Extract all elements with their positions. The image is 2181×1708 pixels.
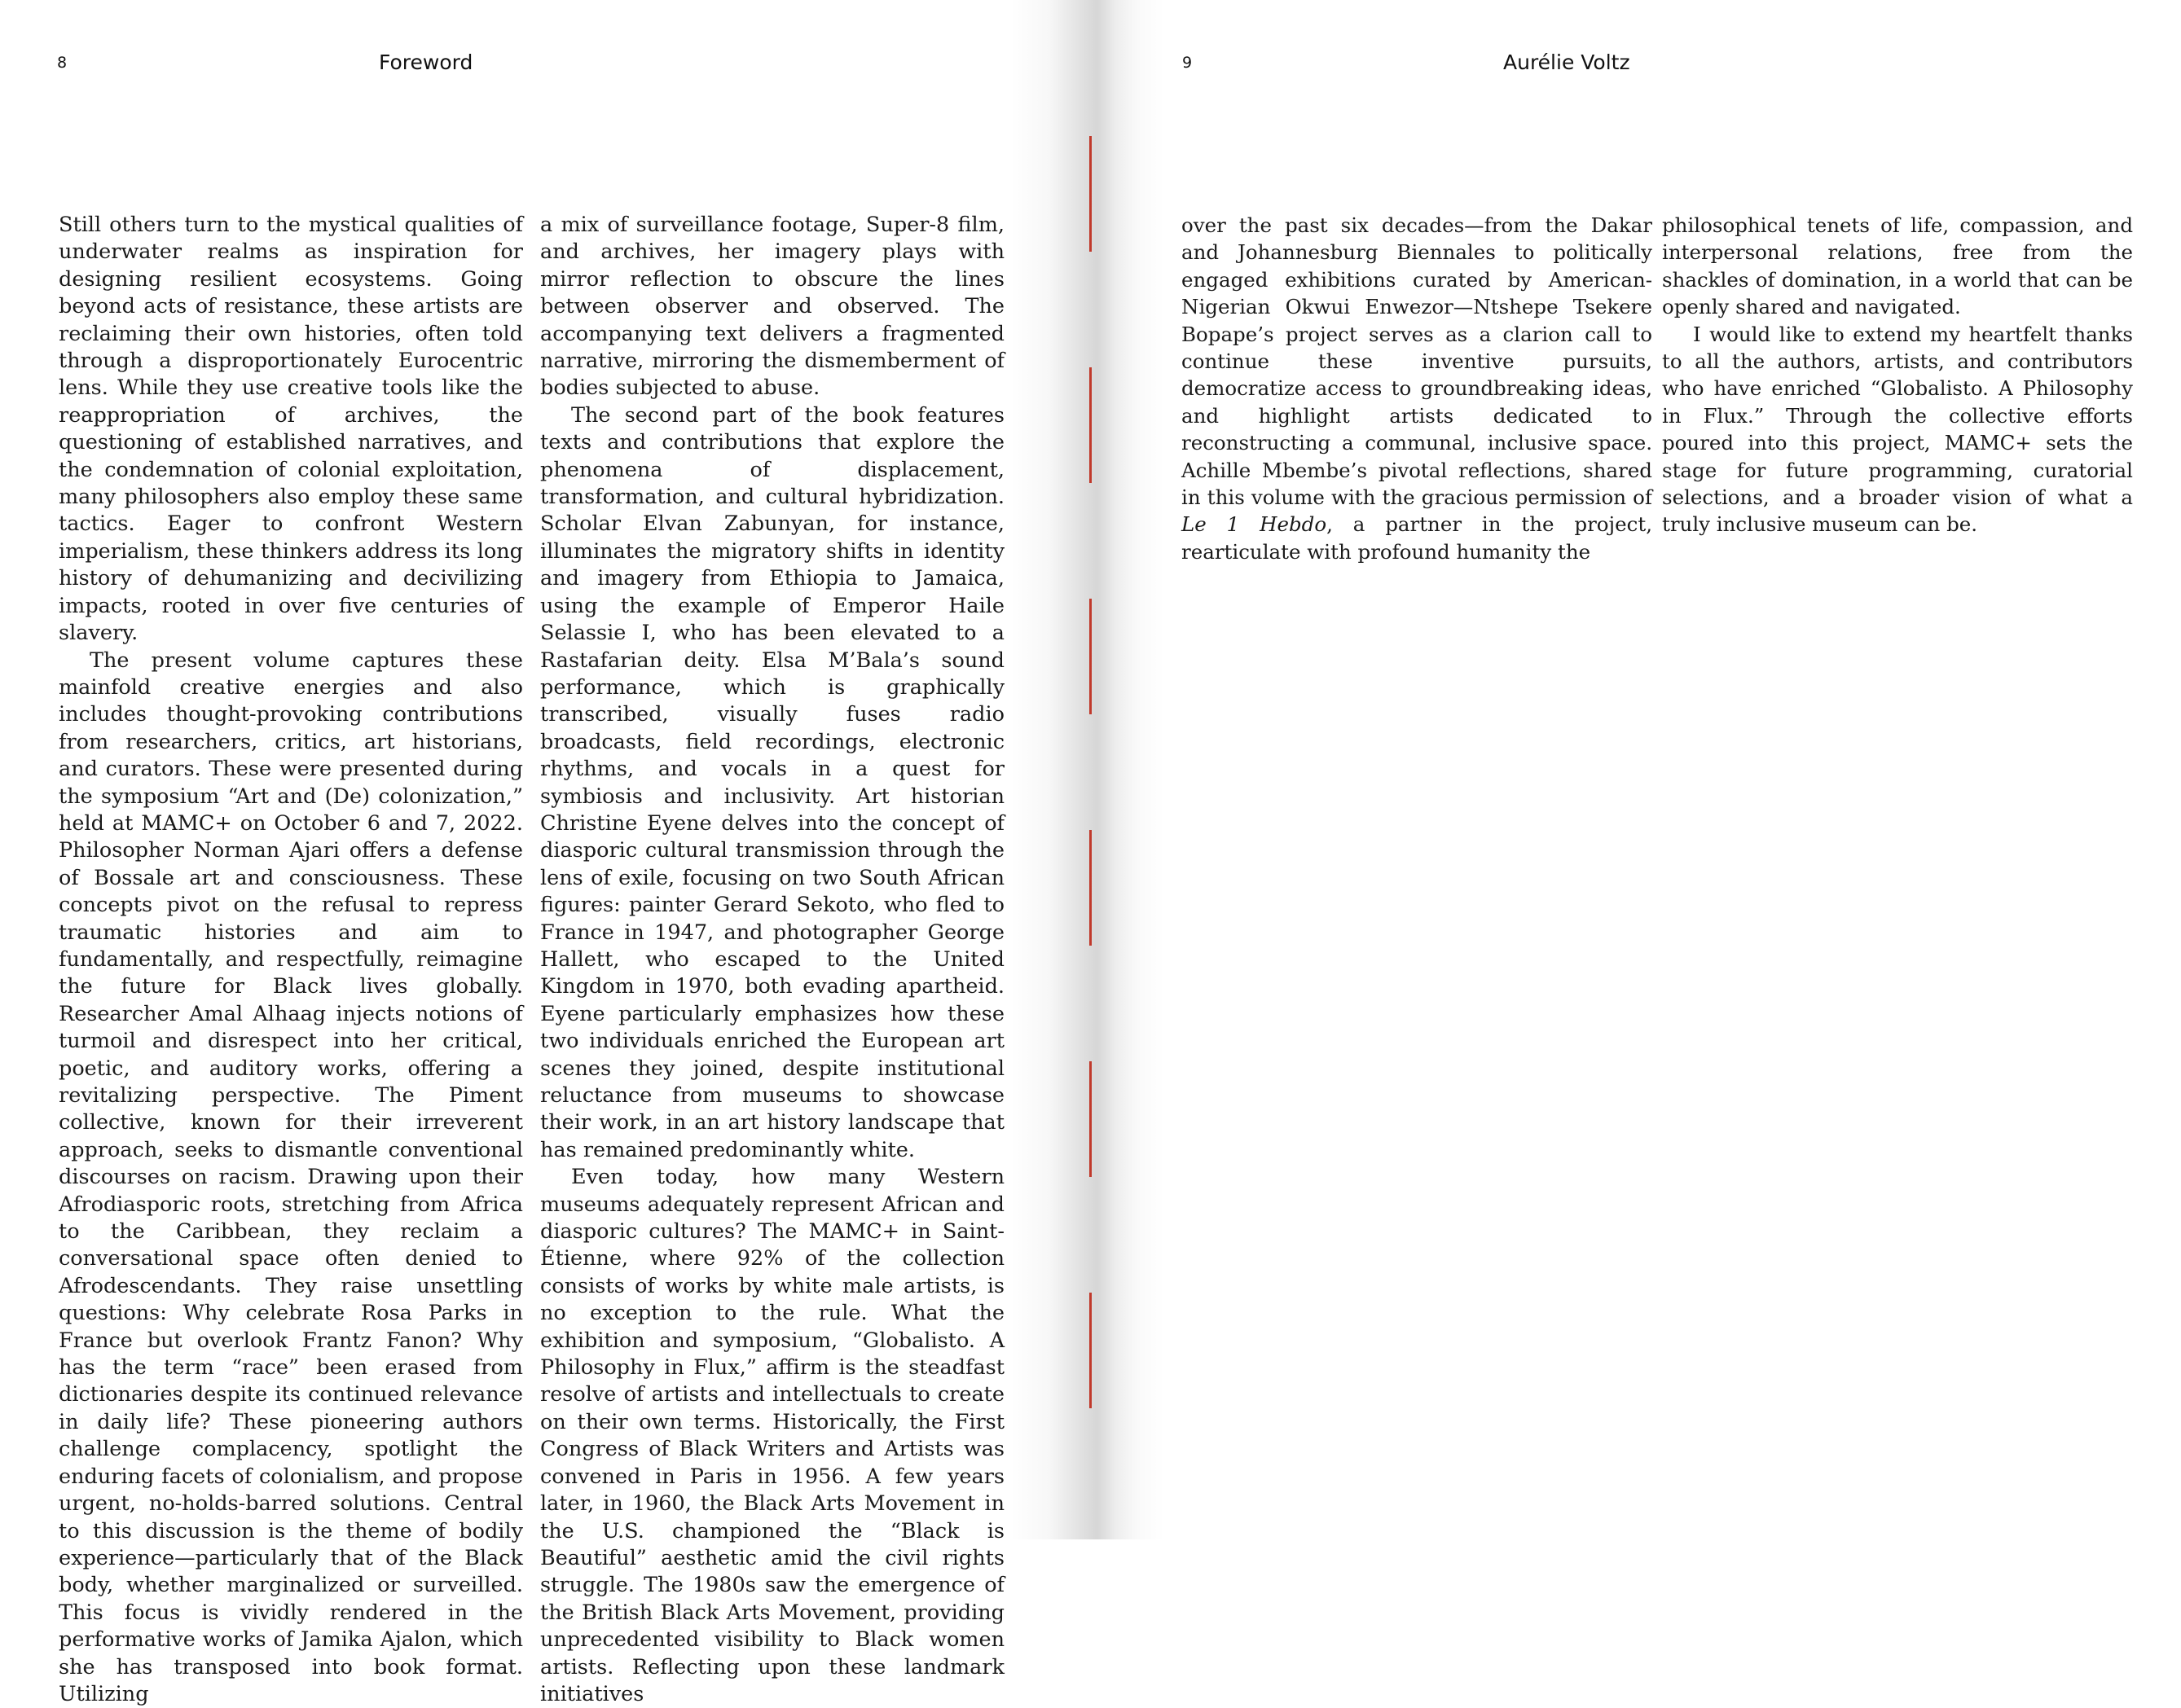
edge-marker <box>1089 1061 1092 1177</box>
paragraph: Even today, how many Western museums adequately represent African and diasporic cultures? The MAMC+ in Saint-Étienne, where 92% of the collection consists of works by white male artists, is no exception to the rule. What the exhibition and symposium, “Globalisto. A Philosophy in Flux,” affirm is the steadfast resolve of artists and intellectuals to create on their own terms. Historically, the First Congress of Black Writers and Artists was convened in Paris in 1956. A few years later, in 1960, the Black Arts Movement in the U.S. championed the “Black is Beautiful” aesthetic amid the civil rights struggle. The 1980s saw the emergence of the British Black Arts Movement, providing unprecedented visibility to Black women artists. Reflecting upon these landmark initiatives <box>540 1164 1005 1708</box>
edge-marker <box>1089 136 1092 252</box>
left-page-number: 8 <box>57 54 67 72</box>
edge-marker <box>1089 367 1092 483</box>
paragraph-text: , a partner in the project, rearticulate with profound humanity the <box>1181 512 1652 563</box>
paragraph-text: over the past six decades—from the Dakar and Johannesburg Biennales to politically engaged exhibitions curated by American-Nigerian Okwui Enwezor—Ntshepe Tsekere Bopape’s project serves as a clarion call to continue these inventive pursuits, democratize access to groundbreaking ideas, and highlight artists dedicated to reconstructing a communal, inclusive space. Achille Mbembe’s pivotal reflections, shared in this volume with the gracious permission of <box>1181 213 1652 509</box>
right-running-head: Aurélie Voltz <box>1503 50 1630 74</box>
edge-marker <box>1089 830 1092 946</box>
paragraph: I would like to extend my heartfelt thanks to all the authors, artists, and contributors who have enriched “Globalisto. A Philosophy in Flux.” Through the collective efforts poured into this project, MAMC+ sets the stage for future programming, curatorial selections, and a broader vision of what a truly inclusive museum can be. <box>1662 321 2133 538</box>
edge-marker <box>1089 1293 1092 1408</box>
edge-marker <box>1089 599 1092 714</box>
book-gutter-shadow <box>1010 0 1165 1539</box>
paragraph: a mix of surveillance footage, Super-8 film, and archives, her imagery plays with mirror reflection to obscure the lines between observer and observed. The accompanying text delivers a fragmented narrative, mirroring the dismemberment of bodies subjected to abuse. <box>540 212 1005 402</box>
left-page-column-1 <box>59 212 523 1708</box>
paragraph: philosophical tenets of life, compassion, and interpersonal relations, free from the shackles of domination, in a world that can be openly shared and navigated. <box>1662 212 2133 321</box>
paragraph: Still others turn to the mystical qualities of underwater realms as inspiration for designing resilient ecosystems. Going beyond acts of resistance, these artists are reclaiming their own histories, often told through a disproportionately Eurocentric lens. While they use creative tools like the reappropriation of archives, the questioning of established narratives, and the condemnation of colonial exploitation, many philosophers also employ these same tactics. Eager to confront Western imperialism, these thinkers address its long history of dehumanizing and decivilizing impacts, rooted in over five centuries of slavery. <box>59 212 523 648</box>
publication-title: Le 1 Hebdo <box>1181 512 1326 536</box>
right-page-number: 9 <box>1182 54 1192 72</box>
right-page-column-2 <box>1662 212 2133 538</box>
paragraph <box>1181 212 1652 565</box>
left-running-head: Foreword <box>379 50 473 74</box>
paragraph: The second part of the book features texts and contributions that explore the phenomena of displacement, transformation, and cultural hybridization. Scholar Elvan Zabunyan, for instance, illuminates the migratory shifts in identity and imagery from Ethiopia to Jamaica, using the example of Emperor Haile Selassie I, who has been elevated to a Rastafarian deity. Elsa M’Bala’s sound performance, which is graphically transcribed, visually fuses radio broadcasts, field recordings, electronic rhythms, and vocals in a quest for symbiosis and inclusivity. Art historian Christine Eyene delves into the concept of diasporic cultural transmission through the lens of exile, focusing on two South African figures: painter Gerard Sekoto, who fled to France in 1947, and photographer George Hallett, who escaped to the United Kingdom in 1970, both evading apartheid. Eyene particularly emphasizes how these two individuals enriched the European art scenes they joined, despite institutional reluctance from museums to showcase their work, in an art history landscape that has remained predominantly white. <box>540 402 1005 1164</box>
left-page-column-2 <box>540 212 1005 1708</box>
paragraph: The present volume captures these mainfold creative energies and also includes thought-provoking contributions from researchers, critics, art historians, and curators. These were presented during the symposium “Art and (De) colonization,” held at MAMC+ on October 6 and 7, 2022. Philosopher Norman Ajari offers a defense of Bossale art and consciousness. These concepts pivot on the refusal to repress traumatic histories and aim to fundamentally, and respectfully, reimagine the future for Black lives globally. Researcher Amal Alhaag injects notions of turmoil and disrespect into her critical, poetic, and auditory works, offering a revitalizing perspective. The Piment collective, known for their irreverent approach, seeks to dismantle conventional discourses on racism. Drawing upon their Afrodiasporic roots, stretching from Africa to the Caribbean, they reclaim a conversational space often denied to Afrodescendants. They raise unsettling questions: Why celebrate Rosa Parks in France but overlook Frantz Fanon? Why has the term “race” been erased from dictionaries despite its continued relevance in daily life? These pioneering authors challenge complacency, spotlight the enduring facets of colonialism, and propose urgent, no-holds-barred solutions. Central to this discussion is the theme of bodily experience—particularly that of the Black body, whether marginalized or surveilled. This focus is vividly rendered in the performative works of Jamika Ajalon, which she has transposed into book format. Utilizing <box>59 648 523 1708</box>
right-page-column-1 <box>1181 212 1652 565</box>
